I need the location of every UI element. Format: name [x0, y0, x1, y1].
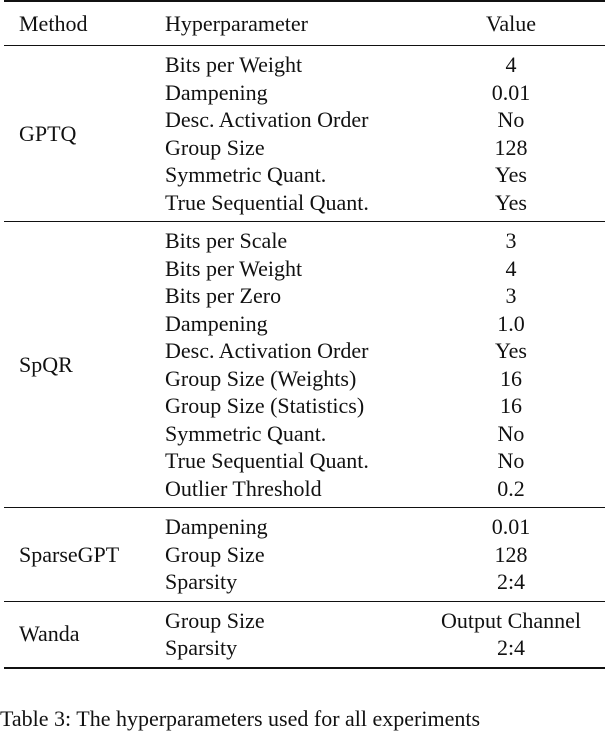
header-hyperparameter: Hyperparameter	[165, 11, 308, 36]
table-group-row	[4, 601, 605, 668]
hyperparameter-name: Dampening	[165, 310, 268, 336]
hyperparameter-name: Group Size (Weights)	[165, 365, 357, 391]
hyperparameter-value: 128	[494, 134, 528, 160]
hyperparameter-name: True Sequential Quant.	[165, 448, 369, 473]
hyperparameter-name: Bits per Scale	[165, 228, 288, 253]
hyperparameter-value: 128	[494, 541, 528, 567]
hyperparameter-value: Yes	[494, 189, 527, 215]
table-header-row	[4, 1, 605, 46]
table-body	[4, 46, 605, 668]
hyperparameter-name: Group Size	[165, 134, 265, 160]
hyperparameter-name: Sparsity	[165, 635, 238, 660]
hyperparameter-name: Group Size	[165, 607, 265, 633]
hyperparameter-name: Group Size	[165, 541, 265, 567]
hyperparameter-name: Symmetric Quant.	[165, 420, 327, 446]
hyperparameter-value: Output Channel	[441, 607, 581, 633]
method-cell: SpQR	[19, 351, 73, 377]
hyperparameter-value: 0.01	[491, 79, 531, 105]
hyperparameter-value: No	[497, 420, 525, 446]
hyperparameter-value: 4	[505, 255, 517, 281]
value-cell	[417, 46, 605, 222]
hyperparameter-name: Bits per Weight	[165, 255, 303, 281]
method-cell: GPTQ	[19, 120, 77, 146]
hyperparameter-value: 0.01	[491, 514, 531, 539]
hyperparameter-list	[165, 602, 417, 667]
hyperparameter-name: Bits per Weight	[165, 52, 303, 77]
hyperparameter-name: Outlier Threshold	[165, 475, 322, 501]
hyperparameter-name: Dampening	[165, 79, 268, 105]
value-cell	[417, 601, 605, 668]
hyperparameter-name: True Sequential Quant.	[165, 189, 369, 215]
hyperparameter-value: 4	[505, 52, 517, 77]
header-method: Method	[19, 11, 88, 36]
value-list	[417, 508, 605, 601]
hyperparameter-value: No	[497, 107, 525, 132]
hyperparameter-value: 3	[505, 228, 517, 253]
hyperparameter-table-container	[4, 0, 605, 669]
header-value: Value	[485, 11, 537, 36]
value-list	[417, 602, 605, 667]
hyperparameter-name: Desc. Activation Order	[165, 107, 369, 132]
hyperparameter-list	[165, 222, 417, 507]
hyperparameter-value: Yes	[494, 162, 527, 187]
hyperparameter-value: Yes	[494, 338, 527, 363]
value-cell	[417, 222, 605, 508]
hyperparameter-name: Sparsity	[165, 569, 238, 594]
hyperparameter-table	[4, 0, 605, 669]
hyperparameter-name: Bits per Zero	[165, 283, 282, 308]
method-cell: SparseGPT	[19, 541, 120, 567]
hyperparameter-cell	[165, 46, 417, 222]
hyperparameter-value: 3	[505, 283, 517, 308]
hyperparameter-value: No	[497, 448, 525, 473]
hyperparameter-value: 1.0	[497, 310, 525, 336]
hyperparameter-cell	[165, 222, 417, 508]
hyperparameter-list	[165, 46, 417, 221]
value-list	[417, 46, 605, 221]
table-group-row	[4, 222, 605, 508]
hyperparameter-name: Symmetric Quant.	[165, 162, 327, 187]
value-cell	[417, 508, 605, 602]
hyperparameter-name: Dampening	[165, 514, 268, 539]
hyperparameter-value: 0.2	[497, 475, 525, 501]
hyperparameter-cell	[165, 601, 417, 668]
table-caption: Table 3: The hyperparameters used for all experiments	[0, 706, 481, 731]
hyperparameter-value: 16	[500, 365, 522, 391]
method-cell: Wanda	[19, 621, 80, 647]
table-group-row	[4, 508, 605, 602]
hyperparameter-value: 16	[500, 393, 522, 418]
hyperparameter-name: Group Size (Statistics)	[165, 393, 365, 418]
hyperparameter-value: 2:4	[496, 635, 526, 660]
hyperparameter-value: 2:4	[496, 569, 526, 594]
value-list	[417, 222, 605, 507]
hyperparameter-list	[165, 508, 417, 601]
hyperparameter-name: Desc. Activation Order	[165, 338, 369, 363]
hyperparameter-cell	[165, 508, 417, 602]
table-group-row	[4, 46, 605, 222]
